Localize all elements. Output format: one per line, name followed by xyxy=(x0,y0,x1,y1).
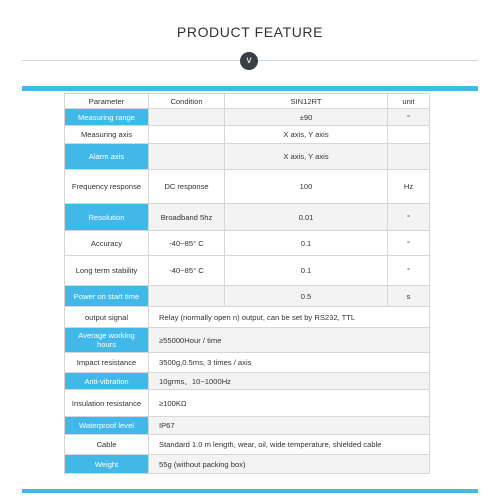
unit-cell: ° xyxy=(388,256,430,286)
condition-cell xyxy=(149,109,225,126)
table-row xyxy=(65,435,430,455)
table-row xyxy=(65,455,430,474)
table-row xyxy=(65,328,430,353)
condition-cell xyxy=(149,144,225,170)
value-cell: 0.5 xyxy=(225,286,388,307)
param-cell: Frequency response xyxy=(65,170,149,204)
unit-cell xyxy=(388,144,430,170)
unit-cell: s xyxy=(388,286,430,307)
header-cell-model: SIN12RT xyxy=(225,94,388,109)
table-row xyxy=(65,109,430,126)
condition-cell: -40~85° C xyxy=(149,256,225,286)
condition-cell: -40~85° C xyxy=(149,231,225,256)
value-cell: 10grms、10~1000Hz xyxy=(149,373,430,390)
param-cell: Long term stability xyxy=(65,256,149,286)
table-row xyxy=(65,417,430,435)
param-cell: Resolution xyxy=(65,204,149,231)
spec-table xyxy=(64,93,430,474)
value-cell: X axis, Y axis xyxy=(225,126,388,144)
condition-cell: DC response xyxy=(149,170,225,204)
value-cell: IP67 xyxy=(149,417,430,435)
param-cell: Impact resistance xyxy=(65,353,149,373)
chevron-down-icon: v xyxy=(240,52,258,70)
condition-cell: Broadband 5hz xyxy=(149,204,225,231)
table-row xyxy=(65,126,430,144)
unit-cell: Hz xyxy=(388,170,430,204)
param-cell: Accuracy xyxy=(65,231,149,256)
param-cell: Cable xyxy=(65,435,149,455)
param-cell: Weight xyxy=(65,455,149,474)
param-cell: Average working hours xyxy=(65,328,149,353)
value-cell: 0.1 xyxy=(225,256,388,286)
unit-cell: ° xyxy=(388,109,430,126)
param-cell: Measuring range xyxy=(65,109,149,126)
table-row xyxy=(65,353,430,373)
param-cell: Anti-vibration xyxy=(65,373,149,390)
condition-cell xyxy=(149,286,225,307)
value-cell: Relay (normally open n) output, can be set by RS232, TTL xyxy=(149,307,430,328)
table-row xyxy=(65,204,430,231)
value-cell: ±90 xyxy=(225,109,388,126)
value-cell: X axis, Y axis xyxy=(225,144,388,170)
value-cell: ≥55000Hour / time xyxy=(149,328,430,353)
value-cell: 55g (without packing box) xyxy=(149,455,430,474)
header-cell-unit: unit xyxy=(388,94,430,109)
table-row xyxy=(65,256,430,286)
table-row xyxy=(65,144,430,170)
unit-cell: ° xyxy=(388,204,430,231)
unit-cell xyxy=(388,126,430,144)
param-cell: output signal xyxy=(65,307,149,328)
condition-cell xyxy=(149,126,225,144)
header-cell-parameter: Parameter xyxy=(65,94,149,109)
table-row xyxy=(65,373,430,390)
value-cell: Standard 1.0 m length, wear, oil, wide temperature, shielded cable xyxy=(149,435,430,455)
header-cell-condition: Condition xyxy=(149,94,225,109)
param-cell: Alarm axis xyxy=(65,144,149,170)
value-cell: 0.01 xyxy=(225,204,388,231)
param-cell: Waterproof level xyxy=(65,417,149,435)
table-header-row xyxy=(65,94,430,109)
value-cell: 0.1 xyxy=(225,231,388,256)
table-row xyxy=(65,307,430,328)
page-title: PRODUCT FEATURE xyxy=(176,24,324,40)
table-row xyxy=(65,286,430,307)
bottom-accent-bar xyxy=(22,489,478,493)
value-cell: ≥100KΩ xyxy=(149,390,430,417)
table-row xyxy=(65,170,430,204)
table-row xyxy=(65,390,430,417)
param-cell: Insulation resistance xyxy=(65,390,149,417)
table-row xyxy=(65,231,430,256)
param-cell: Power on start time xyxy=(65,286,149,307)
top-accent-bar xyxy=(22,86,478,91)
value-cell: 3500g,0.5ms, 3 times / axis xyxy=(149,353,430,373)
value-cell: 100 xyxy=(225,170,388,204)
param-cell: Measuring axis xyxy=(65,126,149,144)
unit-cell: ° xyxy=(388,231,430,256)
